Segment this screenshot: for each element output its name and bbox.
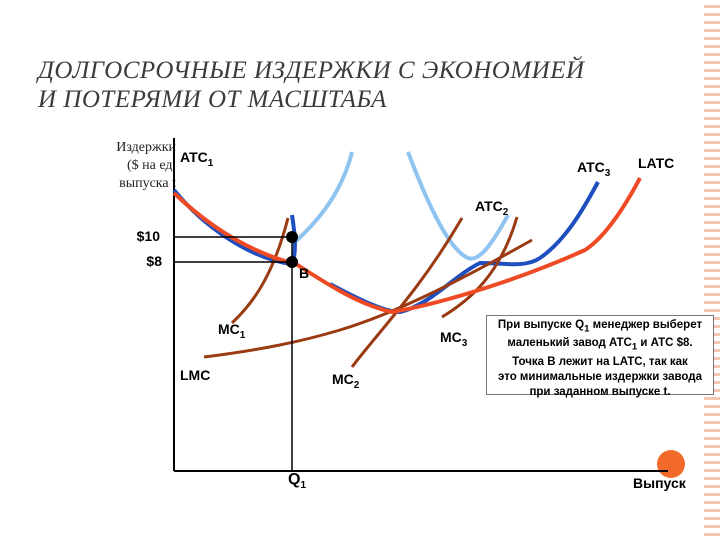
- atc3-label: $ATC_3$: [577, 159, 611, 179]
- y-axis-label-line-3: выпуска t: [119, 176, 176, 191]
- point-atc1-q1: [286, 231, 298, 243]
- y-axis-label-line-1: Издержки: [116, 140, 176, 155]
- atc3-curve: [330, 182, 598, 312]
- point-b: [286, 256, 298, 268]
- mc1-curve: [232, 218, 288, 323]
- explanation-box: [486, 315, 714, 398]
- q1-label: $Q_1$: [288, 471, 307, 491]
- lmc-label: LMC: [180, 367, 211, 383]
- title-line-2: И ПОТЕРЯМИ ОТ МАСШТАБА: [38, 86, 387, 113]
- point-b-label: B: [299, 265, 310, 281]
- note-line-4: это минимальные издержки завода: [498, 370, 702, 383]
- atc1-label: $ATC_1$: [180, 149, 214, 169]
- title-line-1: ДОЛГОСРОЧНЫЕ ИЗДЕРЖКИ С ЭКОНОМИЕЙ: [38, 57, 585, 84]
- note-line-2: маленький завод $ATC_1$ и ATC $8.: [507, 337, 693, 353]
- y-axis-label-line-2: ($ на ед.: [126, 158, 176, 173]
- note-line-1: При выпуске $Q_1$ менеджер выберет: [497, 319, 703, 335]
- atc2-label: $ATC_2$: [475, 198, 509, 218]
- note-line-5: при заданном выпуске t.: [529, 385, 671, 398]
- atc2-curve: [294, 152, 352, 243]
- mc1-label: $MC_1$: [218, 321, 246, 341]
- mc3-label: $MC_3$: [440, 329, 468, 349]
- mc2-label: $MC_2$: [332, 371, 360, 391]
- note-line-3: Точка B лежит на LATC, так как: [512, 355, 688, 368]
- x-axis-label: Выпуск: [633, 475, 686, 491]
- latc-label: LATC: [638, 155, 675, 171]
- price-8-label: $8: [146, 253, 162, 269]
- latc-curve: [174, 178, 640, 312]
- price-10-label: $10: [136, 228, 160, 244]
